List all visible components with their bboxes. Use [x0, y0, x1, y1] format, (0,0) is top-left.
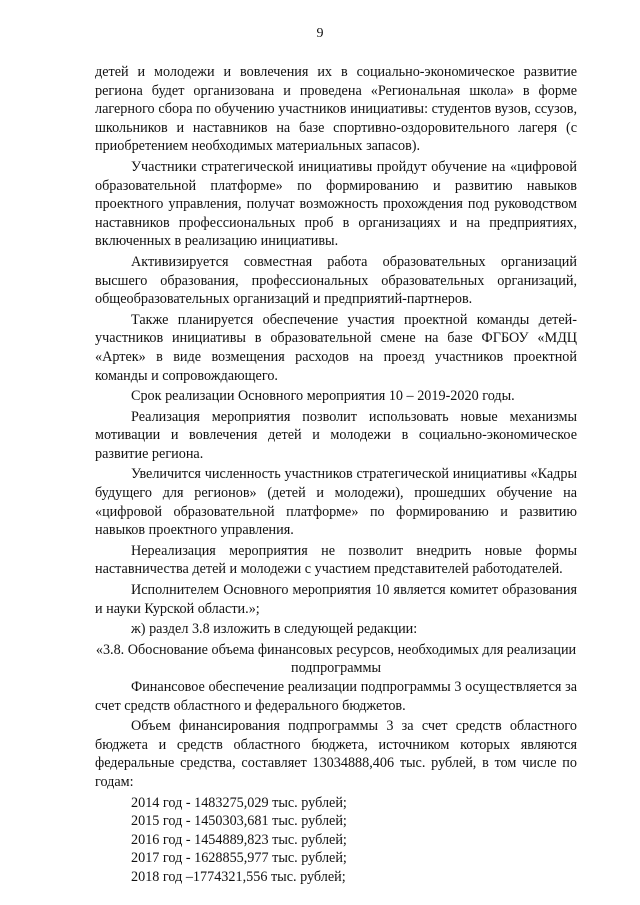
paragraph-implementation-term: Срок реализации Основного мероприятия 10 – 2019-2020 годы.	[131, 388, 515, 405]
page-number: 9	[316, 26, 324, 41]
paragraph-artek: Также планируется обеспечение участия проектной команды детей-участников инициативы в образовательной смене на базе ФГБОУ «МДЦ «Артек» в виде возмещения расходов на проезд участников проектной команды и сопровождающего.	[95, 311, 577, 384]
paragraph-financing-volume: Объем финансирования подпрограммы 3 за счет средств областного бюджета и средств областного бюджета, источником которых являются федеральные средства, составляет 13034888,406 тыс. рублей, в том числе по годам:	[95, 718, 577, 790]
paragraph-new-mechanisms: Реализация мероприятия позволит использовать новые механизмы мотивации и вовлечения детей и молодежи в социально-экономическое развитие региона.	[95, 408, 577, 462]
financing-year-item: 2018 год –1774321,556 тыс. рублей;	[131, 868, 346, 885]
paragraph-executor: Исполнителем Основного мероприятия 10 является комитет образования и науки Курской области.»;	[95, 582, 577, 617]
paragraph-non-implementation: Нереализация мероприятия не позволит внедрить новые формы наставничества детей и молодежи с участием представителей работодателей.	[95, 542, 577, 578]
paragraph-joint-work: Активизируется совместная работа образовательных организаций высшего образования, профессиональных образовательных организаций, общеобразовательных организаций и предприятий-партнеров.	[95, 253, 577, 308]
financing-by-year-list	[95, 794, 577, 887]
financing-year-item: 2016 год - 1454889,823 тыс. рублей;	[131, 831, 347, 848]
financing-year-item: 2015 год - 1450303,681 тыс. рублей;	[131, 813, 347, 830]
paragraph-participants-increase: Увеличится численность участников стратегической инициативы «Кадры будущего для регионов» (детей и молодежи), прошедших обучение на «цифровой образовательной платформе» по формированию и развитию навыков проектного управления.	[95, 466, 577, 539]
paragraph-financing-sources: Финансовое обеспечение реализации подпрограммы 3 осуществляется за счет средств областного и федерального бюджетов.	[95, 679, 577, 714]
amendment-line: ж) раздел 3.8 изложить в следующей редакции:	[131, 621, 418, 638]
section-heading: «3.8. Обоснование объема финансовых ресурсов, необходимых для реализации подпрограммы	[95, 641, 577, 677]
paragraph-participants-training: Участники стратегической инициативы пройдут обучение на «цифровой образовательной платформе» по формированию и развитию навыков проектного управления, получат возможность прохождения под руководством наставников профессиональных проб в организациях и на предприятиях, включенных в реализацию инициативы.	[95, 158, 577, 250]
document-body	[95, 63, 577, 887]
paragraph-continuation: детей и молодежи и вовлечения их в социально-экономическое развитие региона будет организована и проведена «Региональная школа» в форме лагерного сбора по обучению участников инициативы: студентов вузов, ссузов, школьников и наставников на базе спортивно-оздоровительного лагеря (с приобретением необходимых материальных запасов).	[95, 64, 577, 155]
financing-year-item: 2017 год - 1628855,977 тыс. рублей;	[131, 850, 347, 867]
financing-year-item: 2014 год - 1483275,029 тыс. рублей;	[131, 794, 347, 811]
